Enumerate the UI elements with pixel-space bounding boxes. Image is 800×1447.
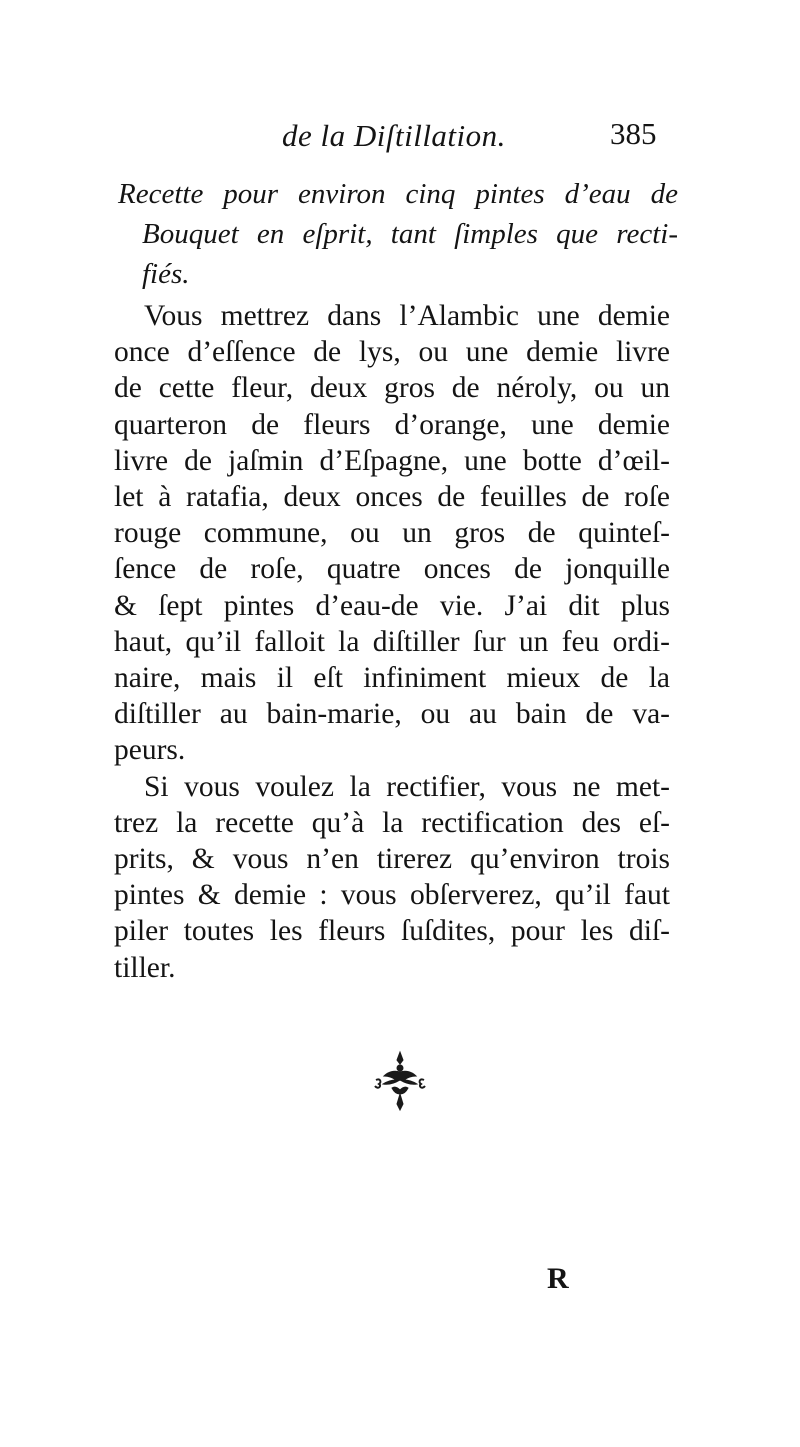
paragraph-2	[114, 769, 670, 986]
text-line: de cette fleur, deux gros de néroly, ou un	[114, 372, 670, 405]
text-line: quarteron de fleurs d’orange, une demie	[114, 408, 670, 441]
text-line: piler toutes les fleurs ſuſdites, pour les diſ-	[114, 915, 670, 948]
recipe-title-line: Recette pour environ cinq pintes d’eau de	[118, 178, 678, 210]
recipe-title-line: Bouquet en eſprit, tant ſimples que recti-	[142, 218, 678, 250]
text-line: naire, mais il eſt infiniment mieux de la	[114, 662, 670, 695]
text-line: tiller.	[114, 951, 176, 984]
text-line: Vous mettrez dans l’Alambic une demie	[144, 300, 670, 332]
signature-mark: R	[547, 1262, 569, 1295]
text-line: Si vous voulez la rectifier, vous ne met-	[144, 770, 670, 803]
text-line: & ſept pintes d’eau-de vie. J’ai dit plus	[114, 589, 670, 622]
text-line: diſtiller au bain-marie, ou au bain de va-	[114, 698, 670, 731]
paragraph-1	[114, 298, 670, 769]
text-line: prits, & vous n’en tirerez qu’environ trois	[114, 843, 670, 876]
recipe-title-line: fiés.	[142, 258, 190, 290]
text-line: peurs.	[114, 734, 186, 767]
text-line: livre de jaſmin d’Eſpagne, une botte d’œil-	[114, 444, 670, 477]
text-line: trez la recette qu’à la rectification des eſ-	[114, 806, 670, 839]
text-line: pintes & demie : vous obſerverez, qu’il faut	[114, 879, 670, 912]
text-line: once d’eſſence de lys, ou une demie livre	[114, 336, 670, 369]
text-line: rouge commune, ou un gros de quinteſ-	[114, 517, 670, 550]
body-text	[114, 298, 670, 986]
text-line: let à ratafia, deux onces de feuilles de roſe	[114, 481, 670, 514]
recipe-title	[118, 174, 678, 294]
fleuron-icon	[370, 1050, 430, 1112]
page-number: 385	[610, 116, 657, 151]
text-line: haut, qu’il falloit la diſtiller ſur un feu ordi-	[114, 625, 670, 658]
text-line: ſence de roſe, quatre onces de jonquille	[114, 553, 670, 586]
running-head: de la Diſtillation.	[282, 118, 506, 153]
